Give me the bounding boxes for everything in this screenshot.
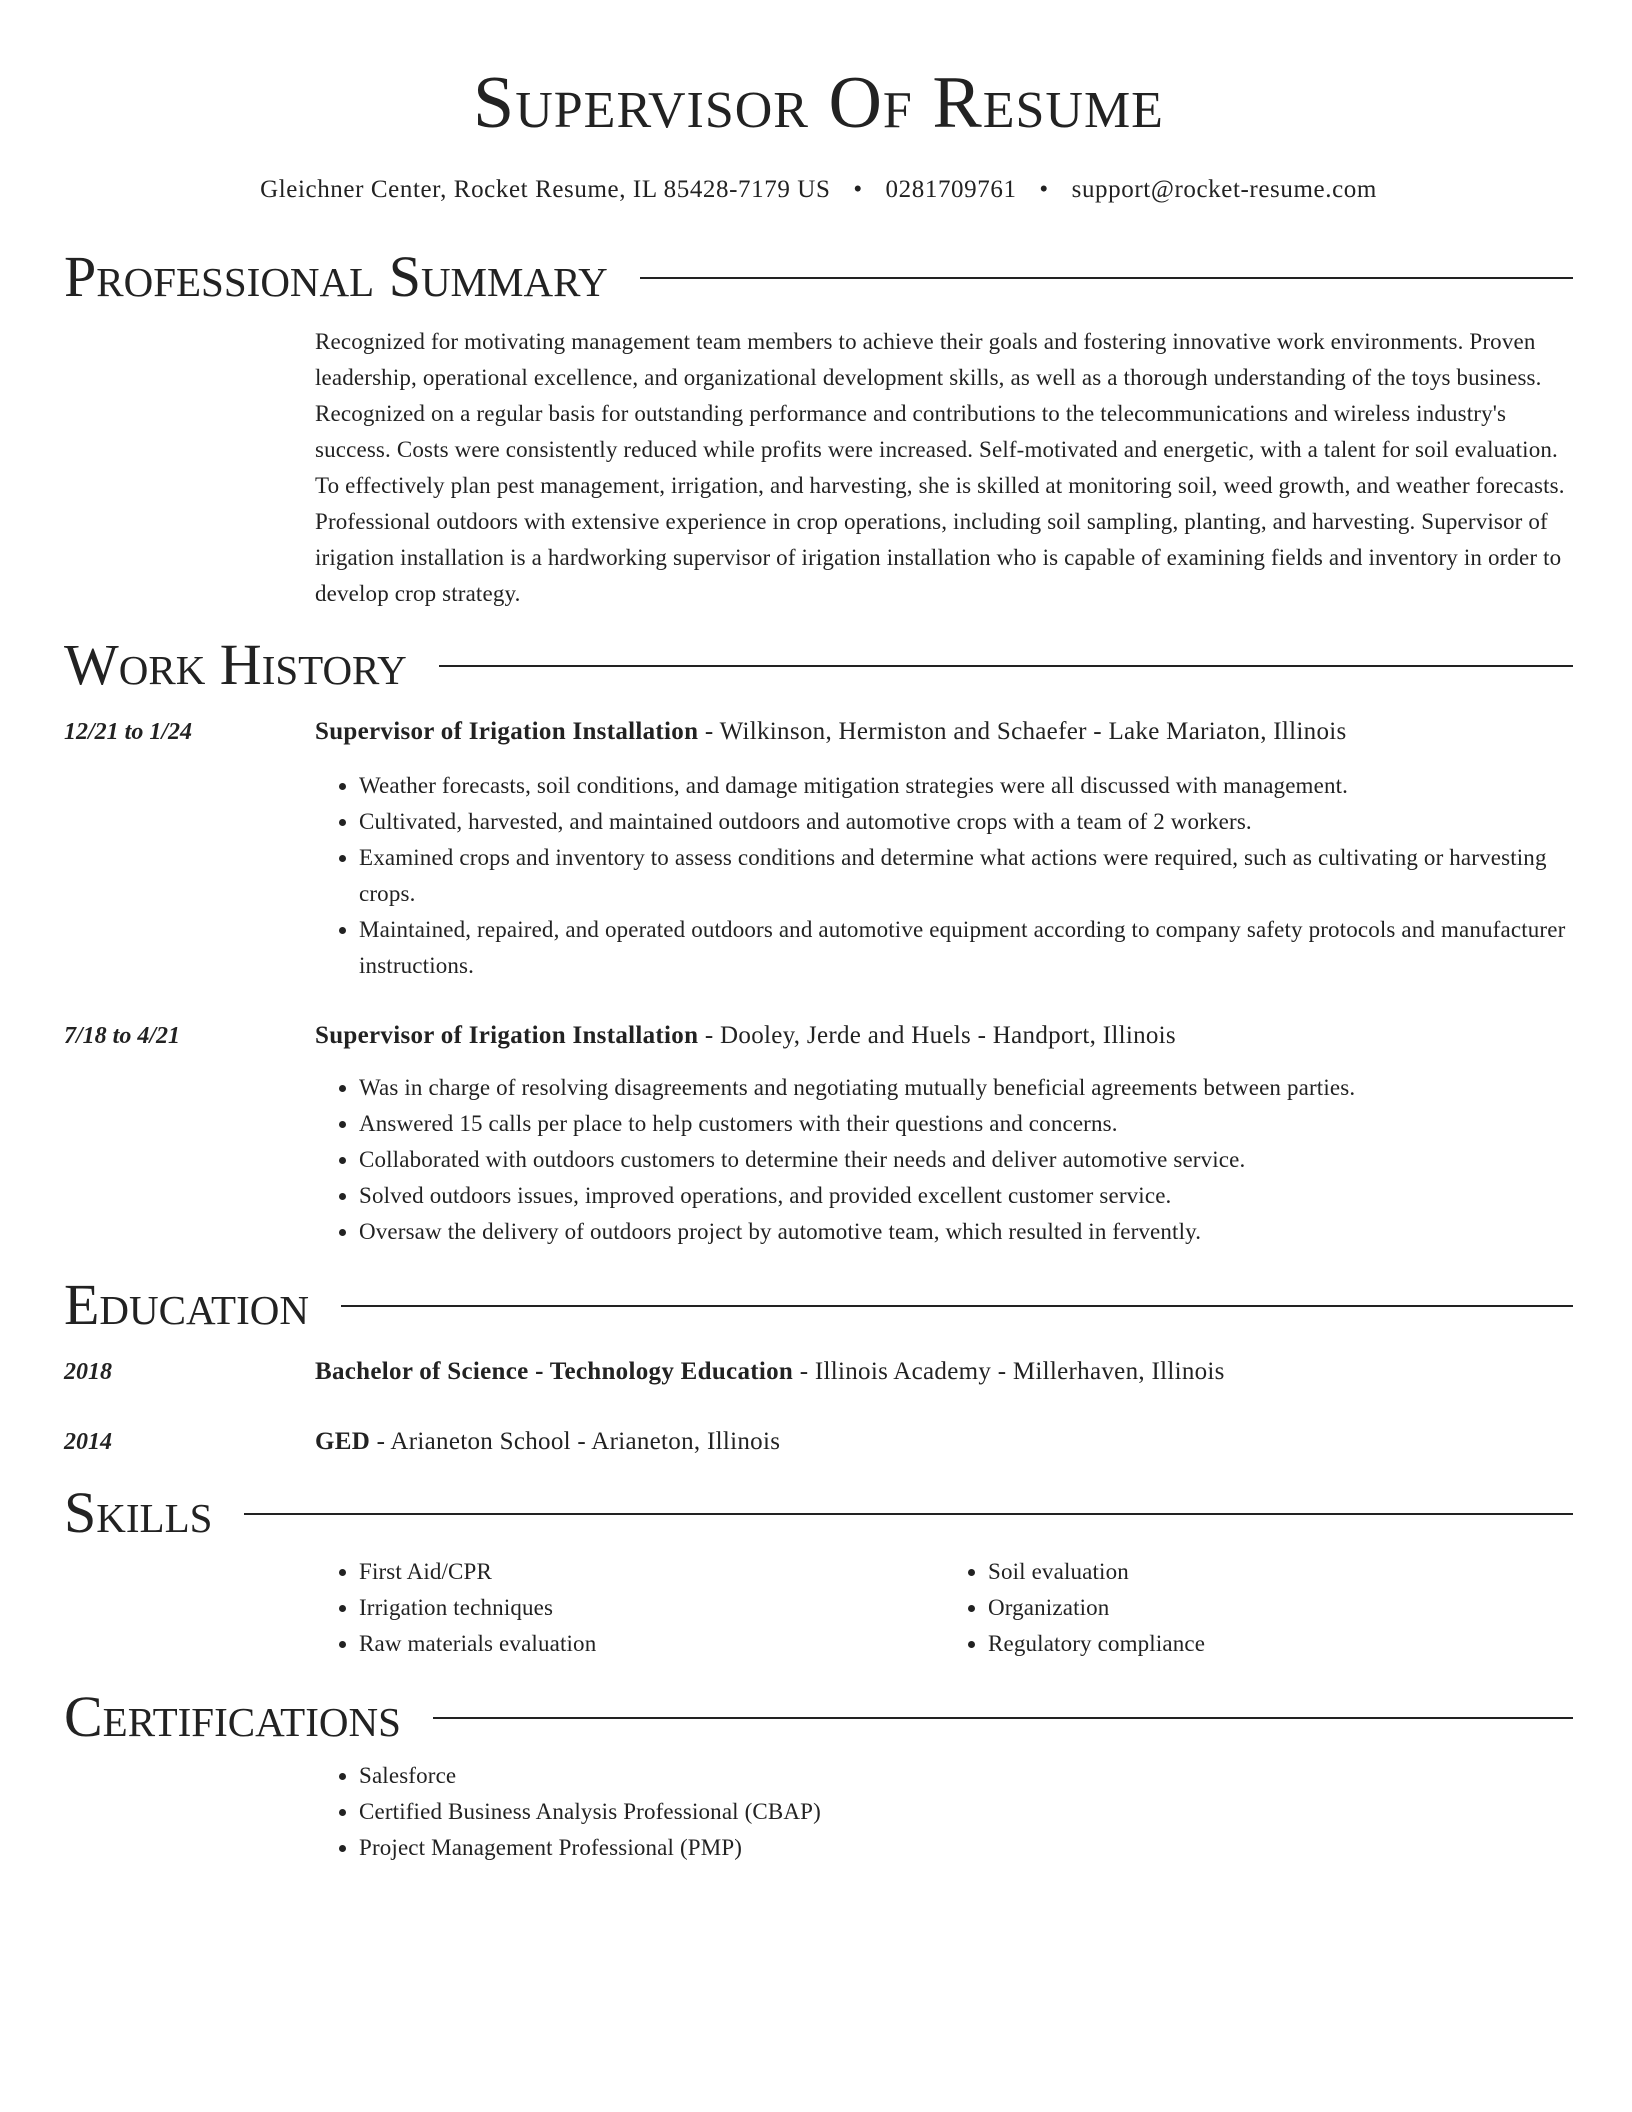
section-divider bbox=[433, 1717, 1573, 1719]
certifications-section-header bbox=[64, 1682, 1573, 1752]
contact-separator: • bbox=[853, 176, 863, 203]
job-details: - Wilkinson, Hermiston and Schaefer - Lake Mariaton, Illinois bbox=[698, 718, 1347, 745]
skill-item: • Irrigation techniques bbox=[359, 1590, 944, 1626]
work-heading: Work History bbox=[64, 632, 407, 697]
section-divider bbox=[640, 277, 1573, 279]
education-year: 2014 bbox=[64, 1429, 112, 1455]
list-item: • Examined crops and inventory to assess conditions and determine what actions were required, such as cultivating or harvesting crops. bbox=[359, 840, 1573, 912]
job-entry bbox=[64, 1018, 1573, 1250]
skill-item: • Raw materials evaluation bbox=[359, 1626, 944, 1662]
job-title-line bbox=[315, 714, 1347, 750]
certification-item: • Certified Business Analysis Professional (CBAP) bbox=[359, 1794, 1573, 1830]
education-degree: Bachelor of Science - Technology Education bbox=[315, 1358, 794, 1385]
work-section-header bbox=[64, 630, 1573, 700]
contact-address: Gleichner Center, Rocket Resume, IL 85428-7179 US bbox=[260, 176, 831, 203]
summary-section-header bbox=[64, 242, 1573, 312]
list-item: • Weather forecasts, soil conditions, and damage mitigation strategies were all discussed with management. bbox=[359, 768, 1573, 804]
summary-body bbox=[315, 324, 1573, 612]
skills-column-right bbox=[944, 1554, 1573, 1662]
list-item: • Answered 15 calls per place to help customers with their questions and concerns. bbox=[359, 1106, 1573, 1142]
list-item: • Maintained, repaired, and operated outdoors and automotive equipment according to company safety protocols and manufacturer instructions. bbox=[359, 912, 1573, 984]
resume-name: Supervisor Of Resume bbox=[473, 62, 1164, 144]
education-line bbox=[315, 1424, 780, 1460]
skills-list bbox=[315, 1554, 1573, 1662]
education-year: 2018 bbox=[64, 1359, 112, 1385]
list-item: • Solved outdoors issues, improved operations, and provided excellent customer service. bbox=[359, 1178, 1573, 1214]
section-divider bbox=[341, 1305, 1573, 1307]
job-dates: 12/21 to 1/24 bbox=[64, 719, 193, 745]
job-dates: 7/18 to 4/21 bbox=[64, 1023, 181, 1049]
job-entry bbox=[64, 714, 1573, 984]
list-item: • Cultivated, harvested, and maintained outdoors and automotive crops with a team of 2 workers. bbox=[359, 804, 1573, 840]
list-item: • Oversaw the delivery of outdoors project by automotive team, which resulted in fervently. bbox=[359, 1214, 1573, 1250]
certifications-heading: Certifications bbox=[64, 1684, 401, 1749]
certification-item: • Project Management Professional (PMP) bbox=[359, 1830, 1573, 1866]
skills-heading: Skills bbox=[64, 1480, 213, 1545]
section-divider bbox=[244, 1513, 1573, 1515]
job-title: Supervisor of Irigation Installation bbox=[315, 718, 699, 745]
job-bullets bbox=[315, 768, 1573, 984]
education-entry bbox=[64, 1424, 1573, 1460]
education-line bbox=[315, 1354, 1225, 1390]
job-title-line bbox=[315, 1018, 1176, 1054]
job-details: - Dooley, Jerde and Huels - Handport, Illinois bbox=[698, 1022, 1176, 1049]
list-item: • Collaborated with outdoors customers to determine their needs and deliver automotive service. bbox=[359, 1142, 1573, 1178]
skill-item: • Soil evaluation bbox=[988, 1554, 1573, 1590]
job-header bbox=[64, 714, 1573, 750]
education-degree: GED bbox=[315, 1428, 371, 1455]
education-heading: Education bbox=[64, 1272, 309, 1337]
education-details: - Arianeton School - Arianeton, Illinois bbox=[370, 1428, 781, 1455]
contact-line bbox=[64, 172, 1573, 208]
skill-item: • Regulatory compliance bbox=[988, 1626, 1573, 1662]
education-entry bbox=[64, 1354, 1573, 1390]
education-section-header bbox=[64, 1270, 1573, 1340]
skill-item: • Organization bbox=[988, 1590, 1573, 1626]
skill-item: • First Aid/CPR bbox=[359, 1554, 944, 1590]
job-header bbox=[64, 1018, 1573, 1054]
list-item: • Was in charge of resolving disagreements and negotiating mutually beneficial agreements between parties. bbox=[359, 1070, 1573, 1106]
certifications-list bbox=[315, 1758, 1573, 1866]
summary-text: Recognized for motivating management team members to achieve their goals and fostering innovative work environments. Proven leadership, operational excellence, and organizational development skills, as well as a thorough understanding of the toys business. Recognized on a regular basis for outstanding performance and contributions to the telecommunications and wireless industry's success. Costs were consistently reduced while profits were increased. Self-motivated and energetic, with a talent for soil evaluation. To effectively plan pest management, irrigation, and harvesting, she is skilled at monitoring soil, weed growth, and weather forecasts. Professional outdoors with extensive experience in crop operations, including soil sampling, planting, and harvesting. Supervisor of irigation installation is a hardworking supervisor of irigation installation who is capable of examining fields and inventory in order to develop crop strategy. bbox=[315, 329, 1565, 606]
contact-email: support@rocket-resume.com bbox=[1071, 176, 1377, 203]
contact-phone: 0281709761 bbox=[885, 176, 1017, 203]
job-bullets bbox=[315, 1070, 1573, 1250]
certification-item: • Salesforce bbox=[359, 1758, 1573, 1794]
section-divider bbox=[439, 665, 1573, 667]
summary-heading: Professional Summary bbox=[64, 244, 608, 309]
contact-separator: • bbox=[1039, 176, 1049, 203]
skills-section-header bbox=[64, 1478, 1573, 1548]
education-details: - Illinois Academy - Millerhaven, Illinois bbox=[793, 1358, 1225, 1385]
job-title: Supervisor of Irigation Installation bbox=[315, 1022, 699, 1049]
skills-column-left bbox=[315, 1554, 944, 1662]
resume-page bbox=[64, 0, 1573, 1866]
